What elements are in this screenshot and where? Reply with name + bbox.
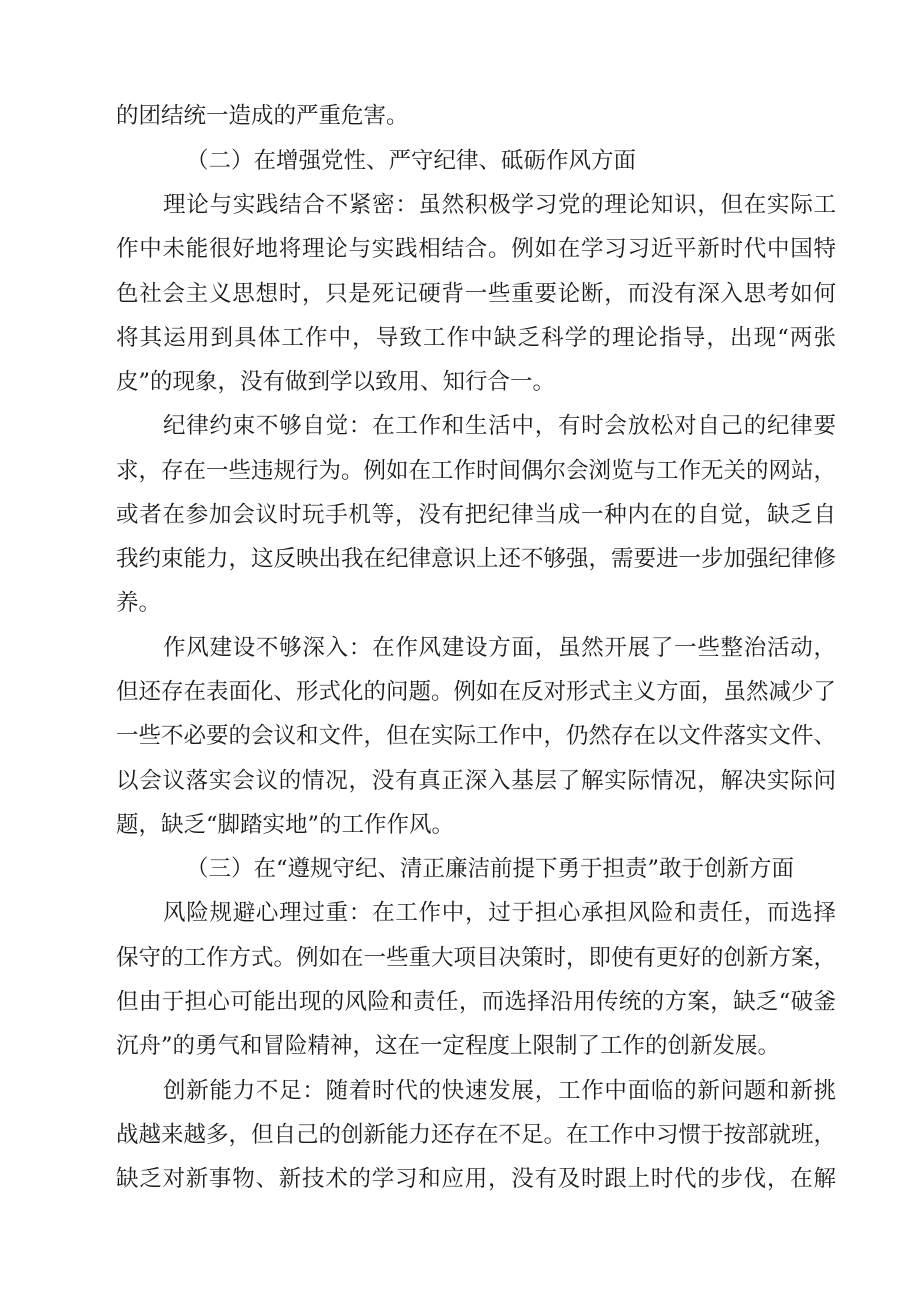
text-line: 保守的工作方式。例如在一些重大项目决策时，即使有更好的创新方案，	[116, 945, 836, 971]
text-line: 作风建设不够深入：在作风建设方面，虽然开展了一些整治活动，	[163, 635, 836, 661]
text-line: 沉舟”的勇气和冒险精神，这在一定程度上限制了工作的创新发展。	[116, 1033, 781, 1059]
text-line: 纪律约束不够自觉：在工作和生活中，有时会放松对自己的纪律要	[163, 413, 836, 439]
text-line: 但由于担心可能出现的风险和责任，而选择沿用传统的方案，缺乏“破釜	[116, 989, 836, 1015]
text-line: 一些不必要的会议和文件，但在实际工作中，仍然存在以文件落实文件、	[116, 723, 836, 749]
section-heading-3: （三）在“遵规守纪、清正廉洁前提下勇于担责”敢于创新方面	[186, 856, 795, 882]
text-line: 缺乏对新事物、新技术的学习和应用，没有及时跟上时代的步伐，在解	[116, 1166, 836, 1192]
section-heading-2: （二）在增强党性、严守纪律、砥砺作风方面	[186, 148, 637, 174]
text-line: 作中未能很好地将理论与实践相结合。例如在学习习近平新时代中国特	[116, 236, 836, 262]
text-line: 战越来越多，但自己的创新能力还存在不足。在工作中习惯于按部就班，	[116, 1122, 836, 1148]
text-line: 创新能力不足：随着时代的快速发展，工作中面临的新问题和新挑	[163, 1078, 836, 1104]
text-line: 皮”的现象，没有做到学以致用、知行合一。	[116, 369, 556, 395]
text-line: 求，存在一些违规行为。例如在工作时间偶尔会浏览与工作无关的网站，	[116, 458, 836, 484]
text-line: 的团结统一造成的严重危害。	[116, 103, 409, 129]
text-line: 将其运用到具体工作中，导致工作中缺乏科学的理论指导，出现“两张	[116, 325, 836, 351]
text-line: 题，缺乏“脚踏实地”的工作作风。	[116, 812, 455, 838]
text-line: 我约束能力，这反映出我在纪律意识上还不够强，需要进一步加强纪律修	[116, 546, 836, 572]
text-line: 风险规避心理过重：在工作中，过于担心承担风险和责任，而选择	[163, 900, 836, 926]
text-line: 色社会主义思想时，只是死记硬背一些重要论断，而没有深入思考如何	[116, 281, 836, 307]
text-line: 养。	[116, 590, 162, 616]
text-line: 或者在参加会议时玩手机等，没有把纪律当成一种内在的自觉，缺乏自	[116, 502, 836, 528]
text-line: 以会议落实会议的情况，没有真正深入基层了解实际情况，解决实际问	[116, 768, 836, 794]
text-line: 但还存在表面化、形式化的问题。例如在反对形式主义方面，虽然减少了	[116, 679, 836, 705]
text-line: 理论与实践结合不紧密：虽然积极学习党的理论知识，但在实际工	[163, 192, 836, 218]
